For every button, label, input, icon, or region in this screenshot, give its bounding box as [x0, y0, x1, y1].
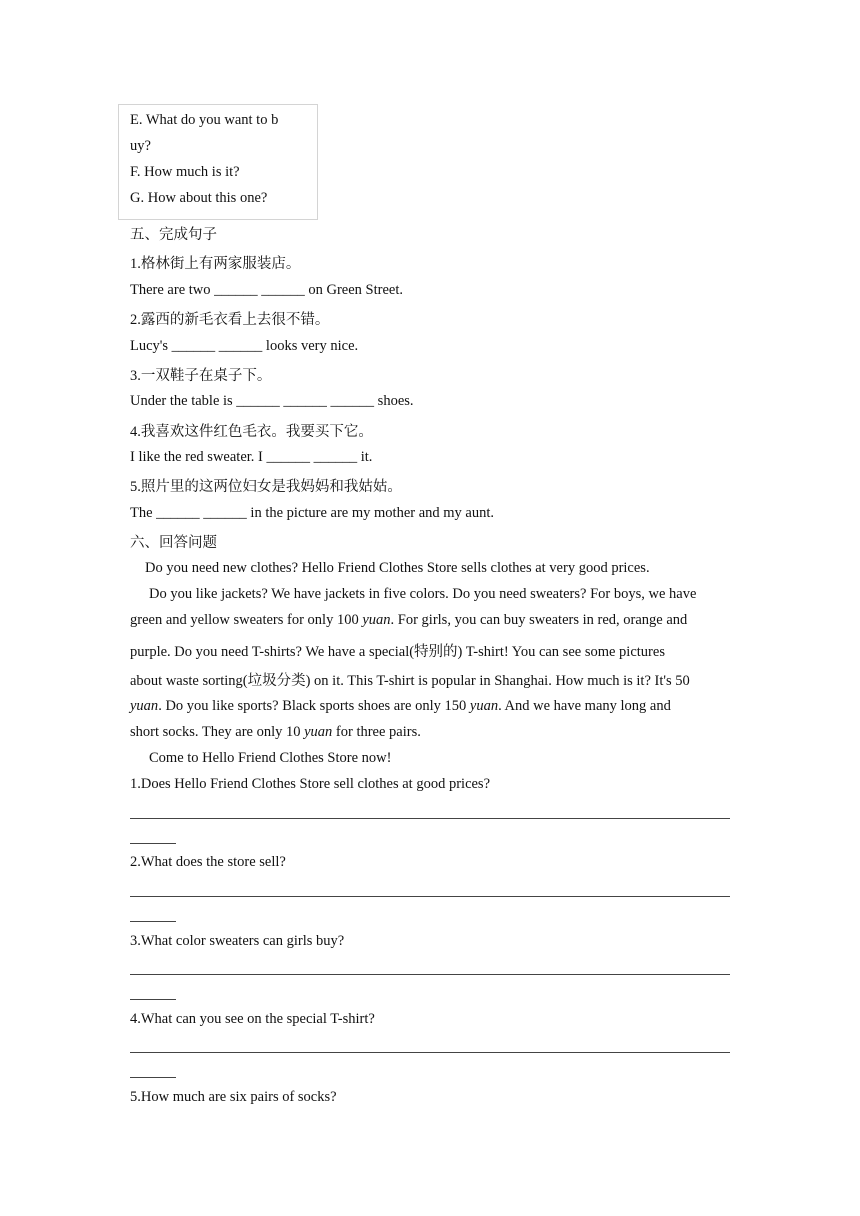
passage-p2-line5: yuan. Do you like sports? Black sports shoes are only 150 yuan. And we have many long and [130, 698, 671, 714]
section6-heading: 六、回答问题 [130, 535, 217, 551]
s5-item3-en: Under the table is ______ ______ ______ shoes. [130, 393, 414, 409]
passage-p3: Come to Hello Friend Clothes Store now! [149, 750, 392, 766]
question-2: 2.What does the store sell? [130, 854, 286, 870]
s5-item3-cn: 3.一双鞋子在桌子下。 [130, 368, 272, 384]
s5-item5-en: The ______ ______ in the picture are my mother and my aunt. [130, 505, 495, 521]
yuan-word: yuan [362, 612, 391, 628]
s5-item2-en: Lucy's ______ ______ looks very nice. [130, 338, 359, 354]
answer-line-2b[interactable] [130, 921, 176, 922]
question-1: 1.Does Hello Friend Clothes Store sell clothes at good prices? [130, 776, 491, 792]
passage-p2-line4: about waste sorting(垃圾分类) on it. This T-shirt is popular in Shanghai. How much is it? It's 50 [130, 673, 690, 689]
option-e-line2: uy? [130, 138, 151, 154]
option-e-line1: E. What do you want to b [130, 112, 279, 128]
answer-line-4a[interactable] [130, 1052, 730, 1053]
s5-item4-en: I like the red sweater. I ______ ______ it. [130, 449, 373, 465]
answer-line-1b[interactable] [130, 843, 176, 844]
option-f: F. How much is it? [130, 164, 240, 180]
answer-line-3b[interactable] [130, 999, 176, 1000]
answer-line-1a[interactable] [130, 818, 730, 819]
s5-item2-cn: 2.露西的新毛衣看上去很不错。 [130, 312, 330, 328]
s5-item1-cn: 1.格林街上有两家服装店。 [130, 256, 301, 272]
answer-line-4b[interactable] [130, 1077, 176, 1078]
passage-p2-line6: short socks. They are only 10 yuan for three pairs. [130, 724, 421, 740]
question-4: 4.What can you see on the special T-shirt? [130, 1011, 375, 1027]
options-box [118, 104, 318, 220]
option-g: G. How about this one? [130, 190, 268, 206]
s5-item4-cn: 4.我喜欢这件红色毛衣。我要买下它。 [130, 424, 373, 440]
passage-p2-line3: purple. Do you need T-shirts? We have a special(特别的) T-shirt! You can see some pictures [130, 644, 665, 660]
answer-line-2a[interactable] [130, 896, 730, 897]
s5-item1-en: There are two ______ ______ on Green Street. [130, 282, 404, 298]
question-3: 3.What color sweaters can girls buy? [130, 933, 345, 949]
question-5: 5.How much are six pairs of socks? [130, 1089, 337, 1105]
passage-p2-line1: Do you like jackets? We have jackets in five colors. Do you need sweaters? For boys, we have [149, 586, 697, 602]
answer-line-3a[interactable] [130, 974, 730, 975]
passage-p1: Do you need new clothes? Hello Friend Clothes Store sells clothes at very good prices. [145, 560, 650, 576]
section5-heading: 五、完成句子 [130, 227, 217, 243]
s5-item5-cn: 5.照片里的这两位妇女是我妈妈和我姑姑。 [130, 479, 402, 495]
passage-p2-line2: green and yellow sweaters for only 100 yuan. For girls, you can buy sweaters in red, orange and [130, 612, 688, 628]
